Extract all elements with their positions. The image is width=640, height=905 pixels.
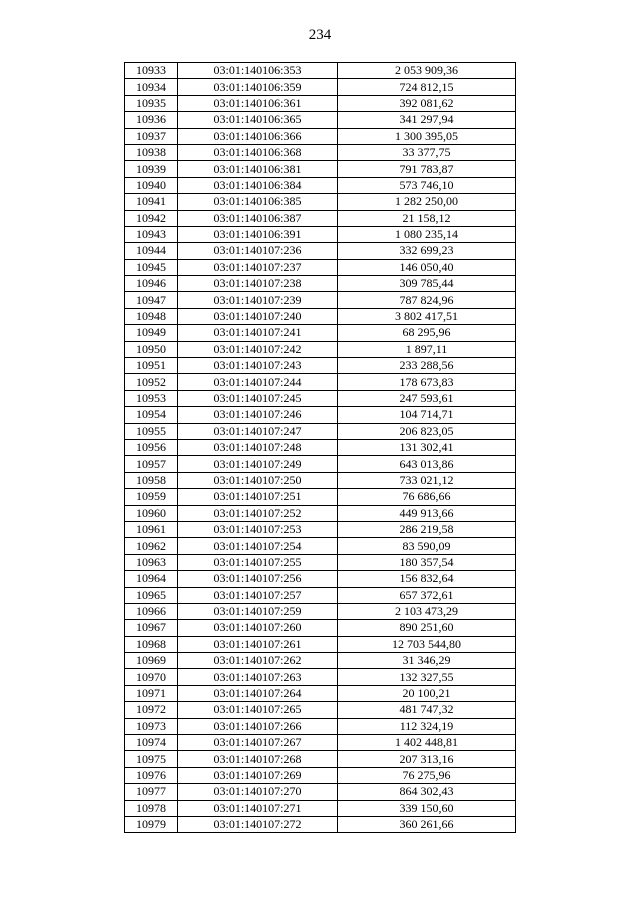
table-row	[125, 554, 516, 570]
row-number-cell: 10952	[125, 374, 178, 390]
cadastral-number-cell: 03:01:140107:252	[178, 505, 338, 521]
cadastral-number-cell: 03:01:140107:256	[178, 571, 338, 587]
cadastral-value-cell: 132 327,55	[338, 669, 516, 685]
cadastral-number-cell: 03:01:140107:264	[178, 685, 338, 701]
table-row	[125, 702, 516, 718]
cadastral-number-cell: 03:01:140106:368	[178, 144, 338, 160]
cadastral-value-cell: 33 377,75	[338, 144, 516, 160]
cadastral-number-cell: 03:01:140107:237	[178, 259, 338, 275]
cadastral-number-cell: 03:01:140107:254	[178, 538, 338, 554]
row-number-cell: 10961	[125, 521, 178, 537]
row-number-cell: 10977	[125, 784, 178, 800]
row-number-cell: 10965	[125, 587, 178, 603]
cadastral-value-cell: 1 282 250,00	[338, 194, 516, 210]
cadastral-number-cell: 03:01:140107:247	[178, 423, 338, 439]
table-row	[125, 636, 516, 652]
row-number-cell: 10947	[125, 292, 178, 308]
cadastral-value-cell: 864 302,43	[338, 784, 516, 800]
cadastral-value-cell: 332 699,23	[338, 243, 516, 259]
row-number-cell: 10939	[125, 161, 178, 177]
table-row	[125, 571, 516, 587]
table-row	[125, 489, 516, 505]
cadastral-number-cell: 03:01:140107:246	[178, 407, 338, 423]
row-number-cell: 10950	[125, 341, 178, 357]
table-row	[125, 95, 516, 111]
table-row	[125, 374, 516, 390]
cadastral-number-cell: 03:01:140107:251	[178, 489, 338, 505]
cadastral-value-cell: 83 590,09	[338, 538, 516, 554]
row-number-cell: 10959	[125, 489, 178, 505]
table-row	[125, 276, 516, 292]
cadastral-value-table	[124, 62, 516, 833]
cadastral-number-cell: 03:01:140107:261	[178, 636, 338, 652]
cadastral-number-cell: 03:01:140107:268	[178, 751, 338, 767]
row-number-cell: 10941	[125, 194, 178, 210]
table-row	[125, 816, 516, 832]
cadastral-value-cell: 68 295,96	[338, 325, 516, 341]
cadastral-value-cell: 2 103 473,29	[338, 603, 516, 619]
cadastral-number-cell: 03:01:140107:253	[178, 521, 338, 537]
table-row	[125, 194, 516, 210]
row-number-cell: 10979	[125, 816, 178, 832]
cadastral-value-cell: 341 297,94	[338, 112, 516, 128]
cadastral-number-cell: 03:01:140107:260	[178, 620, 338, 636]
cadastral-number-cell: 03:01:140107:270	[178, 784, 338, 800]
row-number-cell: 10968	[125, 636, 178, 652]
row-number-cell: 10958	[125, 472, 178, 488]
cadastral-number-cell: 03:01:140107:236	[178, 243, 338, 259]
cadastral-number-cell: 03:01:140107:255	[178, 554, 338, 570]
row-number-cell: 10975	[125, 751, 178, 767]
cadastral-value-cell: 890 251,60	[338, 620, 516, 636]
table-row	[125, 325, 516, 341]
cadastral-number-cell: 03:01:140107:240	[178, 308, 338, 324]
table-row	[125, 521, 516, 537]
cadastral-number-cell: 03:01:140106:361	[178, 95, 338, 111]
row-number-cell: 10954	[125, 407, 178, 423]
table-row	[125, 456, 516, 472]
row-number-cell: 10933	[125, 63, 178, 79]
cadastral-value-cell: 104 714,71	[338, 407, 516, 423]
table-row	[125, 210, 516, 226]
cadastral-value-cell: 481 747,32	[338, 702, 516, 718]
table-row	[125, 177, 516, 193]
row-number-cell: 10940	[125, 177, 178, 193]
cadastral-number-cell: 03:01:140106:366	[178, 128, 338, 144]
cadastral-value-cell: 76 275,96	[338, 767, 516, 783]
row-number-cell: 10942	[125, 210, 178, 226]
cadastral-value-cell: 657 372,61	[338, 587, 516, 603]
table-row	[125, 800, 516, 816]
cadastral-number-cell: 03:01:140107:257	[178, 587, 338, 603]
row-number-cell: 10956	[125, 439, 178, 455]
cadastral-value-cell: 1 402 448,81	[338, 735, 516, 751]
cadastral-value-cell: 206 823,05	[338, 423, 516, 439]
cadastral-number-cell: 03:01:140106:359	[178, 79, 338, 95]
table-row	[125, 341, 516, 357]
cadastral-value-cell: 643 013,86	[338, 456, 516, 472]
table-row	[125, 79, 516, 95]
cadastral-value-cell: 1 300 395,05	[338, 128, 516, 144]
page-number: 234	[308, 27, 332, 43]
row-number-cell: 10971	[125, 685, 178, 701]
row-number-cell: 10957	[125, 456, 178, 472]
row-number-cell: 10948	[125, 308, 178, 324]
row-number-cell: 10938	[125, 144, 178, 160]
cadastral-value-cell: 12 703 544,80	[338, 636, 516, 652]
table-row	[125, 308, 516, 324]
cadastral-number-cell: 03:01:140107:269	[178, 767, 338, 783]
row-number-cell: 10949	[125, 325, 178, 341]
cadastral-value-cell: 392 081,62	[338, 95, 516, 111]
cadastral-value-cell: 207 313,16	[338, 751, 516, 767]
table-row	[125, 390, 516, 406]
cadastral-value-cell: 1 080 235,14	[338, 226, 516, 242]
cadastral-value-cell: 76 686,66	[338, 489, 516, 505]
row-number-cell: 10962	[125, 538, 178, 554]
row-number-cell: 10969	[125, 653, 178, 669]
cadastral-number-cell: 03:01:140107:242	[178, 341, 338, 357]
table-row	[125, 128, 516, 144]
cadastral-number-cell: 03:01:140107:267	[178, 735, 338, 751]
table-row	[125, 292, 516, 308]
table-row	[125, 767, 516, 783]
cadastral-value-cell: 178 673,83	[338, 374, 516, 390]
cadastral-value-cell: 360 261,66	[338, 816, 516, 832]
cadastral-number-cell: 03:01:140106:381	[178, 161, 338, 177]
cadastral-number-cell: 03:01:140107:239	[178, 292, 338, 308]
row-number-cell: 10944	[125, 243, 178, 259]
row-number-cell: 10964	[125, 571, 178, 587]
cadastral-value-cell: 131 302,41	[338, 439, 516, 455]
cadastral-value-cell: 247 593,61	[338, 390, 516, 406]
row-number-cell: 10973	[125, 718, 178, 734]
table-row	[125, 751, 516, 767]
row-number-cell: 10935	[125, 95, 178, 111]
cadastral-number-cell: 03:01:140107:238	[178, 276, 338, 292]
cadastral-number-cell: 03:01:140107:259	[178, 603, 338, 619]
cadastral-value-cell: 20 100,21	[338, 685, 516, 701]
cadastral-number-cell: 03:01:140106:365	[178, 112, 338, 128]
row-number-cell: 10943	[125, 226, 178, 242]
cadastral-number-cell: 03:01:140106:385	[178, 194, 338, 210]
table-body	[125, 63, 516, 833]
row-number-cell: 10972	[125, 702, 178, 718]
cadastral-number-cell: 03:01:140107:262	[178, 653, 338, 669]
cadastral-value-cell: 449 913,66	[338, 505, 516, 521]
cadastral-value-cell: 1 897,11	[338, 341, 516, 357]
cadastral-value-cell: 791 783,87	[338, 161, 516, 177]
table-row	[125, 423, 516, 439]
cadastral-number-cell: 03:01:140106:391	[178, 226, 338, 242]
row-number-cell: 10946	[125, 276, 178, 292]
cadastral-number-cell: 03:01:140107:271	[178, 800, 338, 816]
cadastral-number-cell: 03:01:140107:250	[178, 472, 338, 488]
cadastral-value-cell: 733 021,12	[338, 472, 516, 488]
table-row	[125, 735, 516, 751]
table-row	[125, 243, 516, 259]
table-row	[125, 505, 516, 521]
table-row	[125, 112, 516, 128]
row-number-cell: 10970	[125, 669, 178, 685]
row-number-cell: 10934	[125, 79, 178, 95]
row-number-cell: 10936	[125, 112, 178, 128]
row-number-cell: 10976	[125, 767, 178, 783]
cadastral-number-cell: 03:01:140107:245	[178, 390, 338, 406]
cadastral-value-cell: 787 824,96	[338, 292, 516, 308]
table-row	[125, 472, 516, 488]
table-row	[125, 63, 516, 79]
table-row	[125, 603, 516, 619]
table-row	[125, 161, 516, 177]
row-number-cell: 10955	[125, 423, 178, 439]
table-row	[125, 259, 516, 275]
cadastral-value-cell: 233 288,56	[338, 358, 516, 374]
cadastral-number-cell: 03:01:140107:243	[178, 358, 338, 374]
cadastral-value-cell: 339 150,60	[338, 800, 516, 816]
cadastral-value-cell: 112 324,19	[338, 718, 516, 734]
cadastral-number-cell: 03:01:140107:263	[178, 669, 338, 685]
table-row	[125, 226, 516, 242]
table-row	[125, 653, 516, 669]
cadastral-value-cell: 180 357,54	[338, 554, 516, 570]
table-row	[125, 784, 516, 800]
cadastral-value-cell: 21 158,12	[338, 210, 516, 226]
cadastral-value-cell: 573 746,10	[338, 177, 516, 193]
cadastral-number-cell: 03:01:140107:241	[178, 325, 338, 341]
cadastral-number-cell: 03:01:140106:387	[178, 210, 338, 226]
table-row	[125, 718, 516, 734]
row-number-cell: 10974	[125, 735, 178, 751]
table-row	[125, 685, 516, 701]
table-row	[125, 358, 516, 374]
table-row	[125, 669, 516, 685]
row-number-cell: 10967	[125, 620, 178, 636]
cadastral-value-cell: 146 050,40	[338, 259, 516, 275]
row-number-cell: 10945	[125, 259, 178, 275]
row-number-cell: 10960	[125, 505, 178, 521]
cadastral-value-cell: 724 812,15	[338, 79, 516, 95]
cadastral-number-cell: 03:01:140106:353	[178, 63, 338, 79]
cadastral-number-cell: 03:01:140107:249	[178, 456, 338, 472]
cadastral-value-cell: 2 053 909,36	[338, 63, 516, 79]
table-row	[125, 538, 516, 554]
row-number-cell: 10937	[125, 128, 178, 144]
row-number-cell: 10951	[125, 358, 178, 374]
cadastral-number-cell: 03:01:140106:384	[178, 177, 338, 193]
table-row	[125, 587, 516, 603]
cadastral-number-cell: 03:01:140107:244	[178, 374, 338, 390]
cadastral-value-cell: 309 785,44	[338, 276, 516, 292]
cadastral-number-cell: 03:01:140107:265	[178, 702, 338, 718]
table-row	[125, 439, 516, 455]
cadastral-value-cell: 31 346,29	[338, 653, 516, 669]
cadastral-value-cell: 156 832,64	[338, 571, 516, 587]
table-row	[125, 620, 516, 636]
row-number-cell: 10966	[125, 603, 178, 619]
cadastral-number-cell: 03:01:140107:248	[178, 439, 338, 455]
cadastral-value-cell: 3 802 417,51	[338, 308, 516, 324]
row-number-cell: 10953	[125, 390, 178, 406]
row-number-cell: 10978	[125, 800, 178, 816]
table-row	[125, 407, 516, 423]
table-row	[125, 144, 516, 160]
cadastral-number-cell: 03:01:140107:266	[178, 718, 338, 734]
row-number-cell: 10963	[125, 554, 178, 570]
cadastral-value-cell: 286 219,58	[338, 521, 516, 537]
cadastral-number-cell: 03:01:140107:272	[178, 816, 338, 832]
